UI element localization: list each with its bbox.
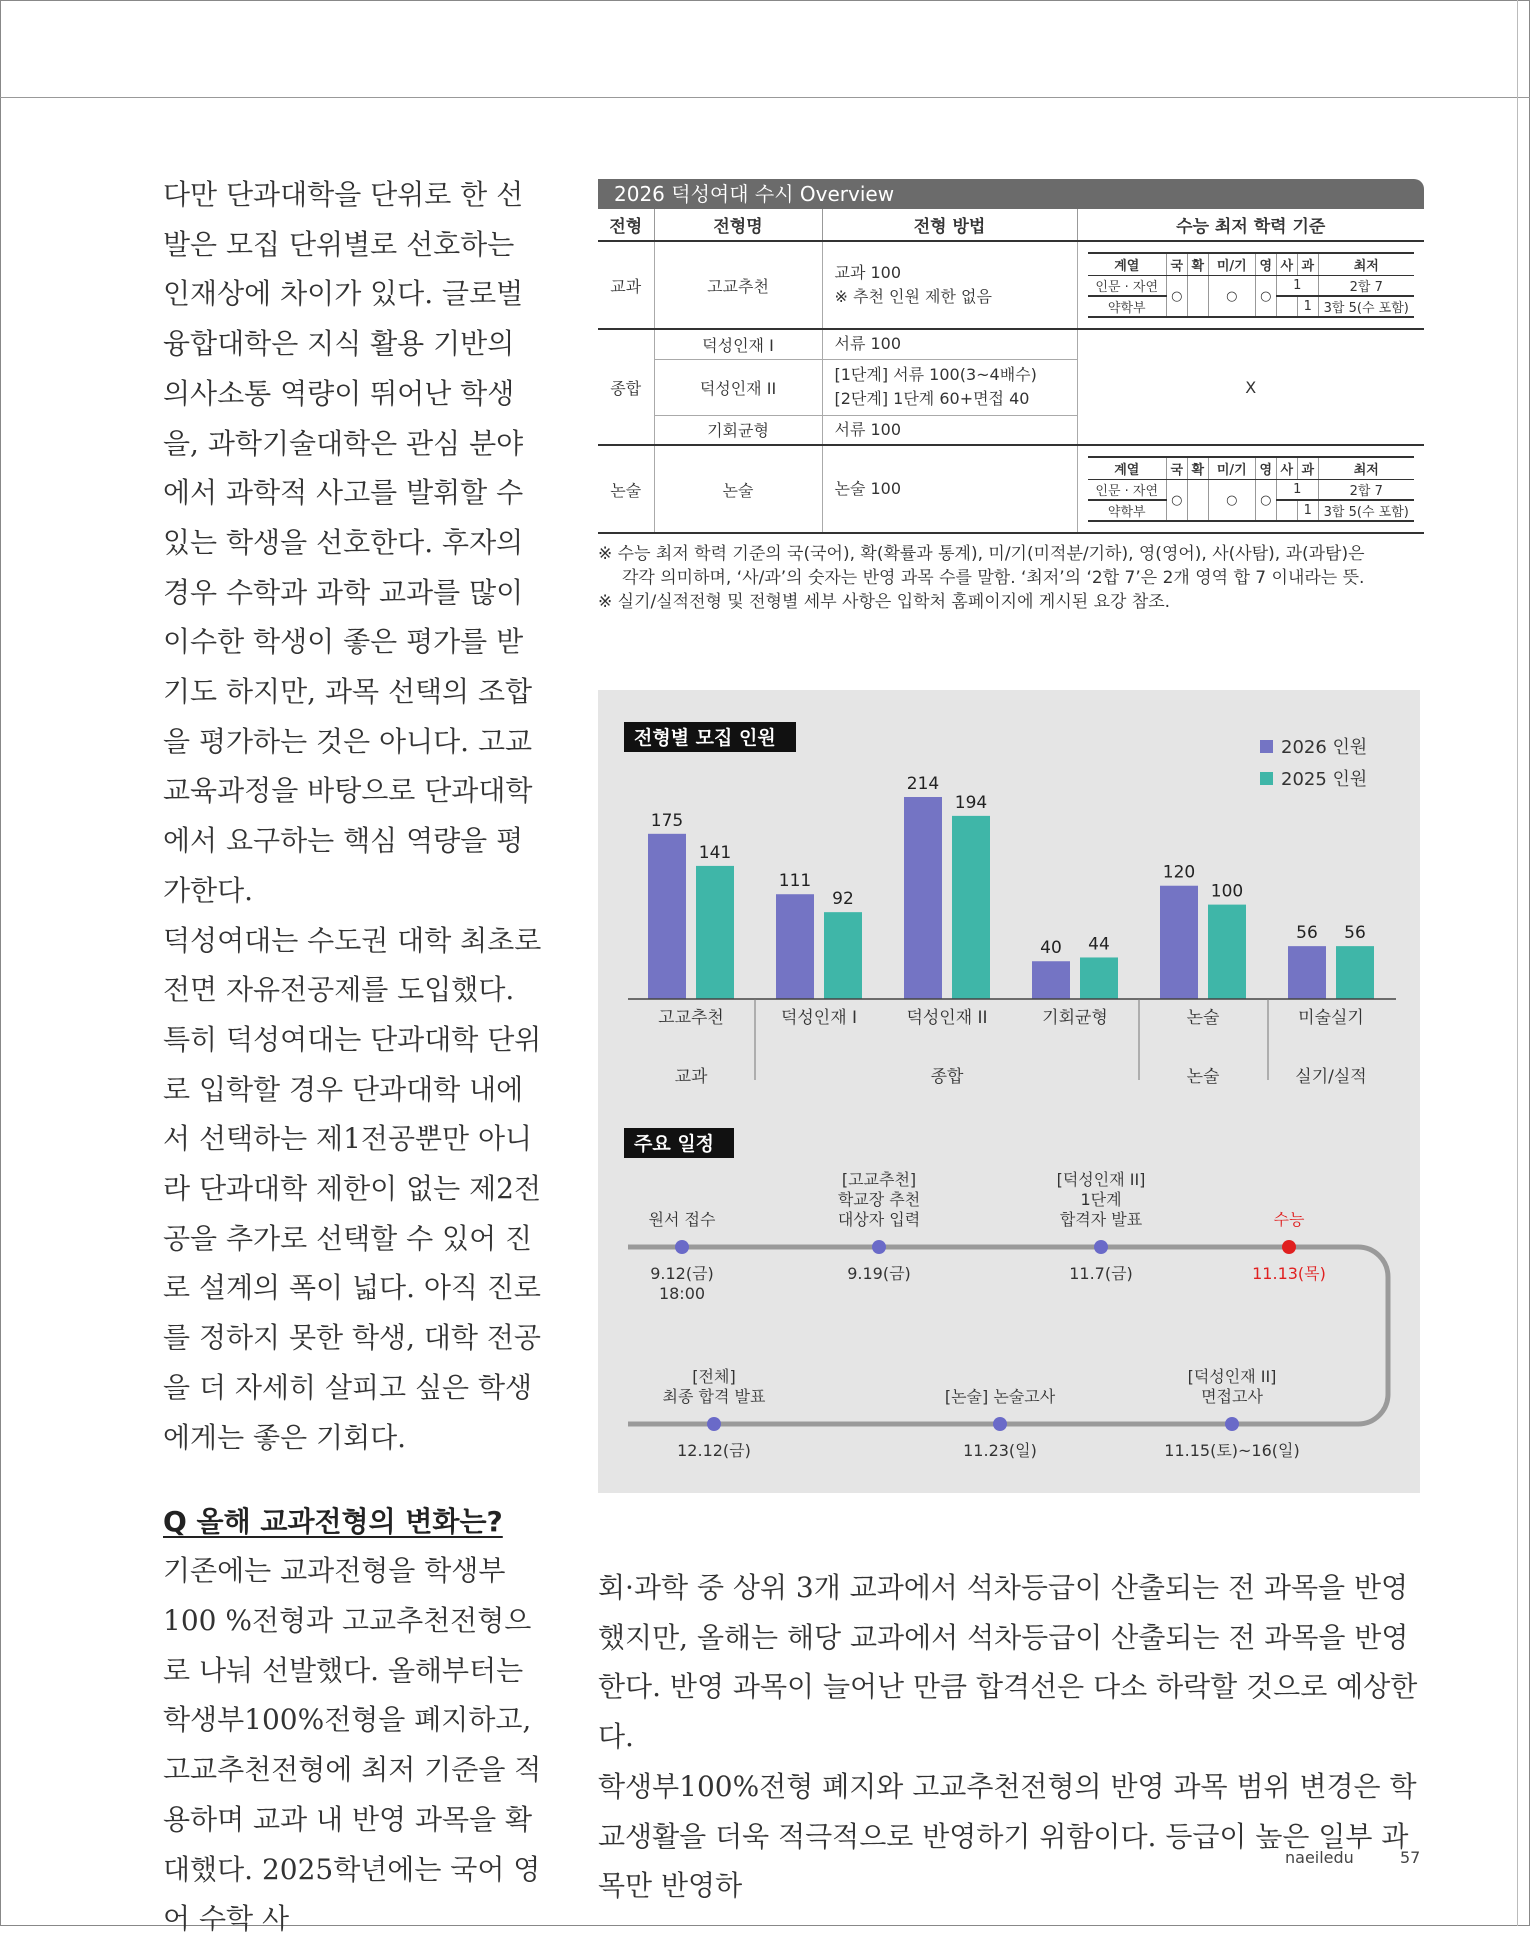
schedule-title: 주요 일정: [634, 1133, 715, 1155]
overview-table: [598, 209, 1424, 534]
legend-swatch: [1260, 772, 1273, 785]
footer-brand: naeiledu: [1285, 1848, 1354, 1867]
header-cell: 전형: [598, 209, 654, 241]
note-line: 각각 의미하며, ‘사/과’의 숫자는 반영 과목 수를 말함. ‘최저’의 ‘2합 7’은 2개 영역 합 7 이내라는 뜻.: [622, 568, 1365, 588]
header-cell: 전형명: [654, 209, 822, 241]
event-date: 11.13(목): [1252, 1264, 1326, 1283]
group-cell: 교과: [598, 241, 654, 329]
page-number: 57: [1400, 1848, 1421, 1867]
body-paragraph: 회·과학 중 상위 3개 교과에서 석차등급이 산출되는 전 과목을 반영했지만, 올해는 해당 교과에서 석차등급이 산출되는 전 과목을 반영한다. 반영 과목이 늘어난 만큼 합격선은 다소 하락할 것으로 예상한다.: [598, 1571, 1418, 1754]
method-cell: [1단계] 서류 100(3~4배수) [2단계] 1단계 60+면접 40: [822, 359, 1077, 415]
event-label: 면접고사: [1201, 1387, 1263, 1406]
group-label: 실기/실적: [1295, 1067, 1367, 1087]
body-paragraph: 다만 단과대학을 단위로 한 선발은 모집 단위별로 선호하는 인재상에 차이가 있다. 글로벌융합대학은 지식 활용 기반의 의사소통 역량이 뛰어난 학생을, 과학기술대학은 관심 분야에서 과학적 사고를 발휘할 수 있는 학생을 선호한다. 후자의 경우 수학과 과학 교과를 많이 이수한 학생이 좋은 평가를 받기도 하지만, 과목 선택의 조합을 평가하는 것은 아니다. 고교 교육과정을 바탕으로 단과대학에서 요구하는 핵심 역량을 평가한다.: [163, 178, 533, 907]
header-cell: 전형 방법: [822, 209, 1077, 241]
right-rule: [1517, 0, 1518, 1926]
left-column: [163, 170, 543, 1944]
info-svg: [598, 690, 1420, 1493]
note-line: ※ 수능 최저 학력 기준의 국(국어), 확(확률과 통계), 미/기(미적분/기하), 영(영어), 사(사탐), 과(과탐)은: [598, 544, 1365, 564]
min-standard-table: 계열 국 확 미/기 영 사 과 최저 인문 · 자연 ○ ○ ○ 1 2합 7 약학부 1 3합 5(수 포함): [1088, 456, 1414, 522]
bar-value-label: 141: [698, 842, 732, 863]
event-label: 학교장 추천: [837, 1190, 921, 1209]
body-paragraph: 학생부100%전형 폐지와 고교추천전형의 반영 과목 범위 변경은 학교생활을 더욱 적극적으로 반영하기 위함이다. 등급이 높은 일부 과목만 반영하: [598, 1769, 1417, 1903]
info-box: [598, 690, 1420, 1493]
event-label: 수능: [1273, 1210, 1305, 1229]
min-standard-table: 계열 국 확 미/기 영 사 과 최저 인문 · 자연 ○ ○ ○ 1 2합 7 약학부 1 3합 5(수 포함): [1088, 252, 1414, 318]
bar: [776, 894, 814, 999]
bar: [1288, 946, 1326, 999]
body-paragraph: 덕성여대는 수도권 대학 최초로 전면 자유전공제를 도입했다. 특히 덕성여대는 단과대학 단위로 입학할 경우 단과대학 내에서 선택하는 제1전공뿐만 아니라 단과대학 제한이 없는 제2전공을 추가로 선택할 수 있어 진로 설계의 폭이 넓다. 아직 진로를 정하지 못한 학생, 대학 전공을 더 자세히 살피고 싶은 학생에게는 좋은 기회다.: [163, 923, 542, 1454]
min-standard-cell: X: [1077, 329, 1424, 445]
bar-value-label: 111: [778, 871, 812, 892]
event-date: 11.23(일): [963, 1441, 1037, 1460]
event-label: 합격자 발표: [1059, 1210, 1143, 1229]
event-date: 12.12(금): [677, 1441, 751, 1460]
bar-value-label: 175: [650, 810, 684, 831]
bar: [1208, 905, 1246, 999]
category-label: 고교추천: [658, 1008, 724, 1028]
answer-paragraph: 기존에는 교과전형을 학생부 100 %전형과 고교추천전형으로 나눠 선발했다. 올해부터는 학생부100%전형을 폐지하고, 고교추천전형에 최저 기준을 적용하며 교과 내 반영 과목을 확대했다. 2025학년에는 국어 영어 수학 사: [163, 1554, 542, 1936]
name-cell: 논술: [654, 445, 822, 533]
overview-notes: [598, 542, 1428, 614]
bar-value-label: 120: [1162, 862, 1196, 883]
name-cell: 기회균형: [654, 415, 822, 445]
top-rule: [0, 97, 1530, 98]
timeline-dot: [707, 1417, 721, 1431]
method-cell: 논술 100: [822, 445, 1077, 533]
event-label: 1단계: [1080, 1190, 1122, 1209]
event-date: 11.7(금): [1069, 1264, 1133, 1283]
name-cell: 덕성인재 II: [654, 359, 822, 415]
timeline-dot: [1094, 1240, 1108, 1254]
legend-swatch: [1260, 740, 1273, 753]
method-cell: 교과 100 ※ 추천 인원 제한 없음: [822, 241, 1077, 329]
event-label: [고교추천]: [841, 1170, 917, 1189]
event-label: 최종 합격 발표: [662, 1387, 766, 1406]
bar: [952, 816, 990, 999]
bar-value-label: 40: [1040, 938, 1062, 959]
group-label: 종합: [930, 1067, 964, 1087]
bar: [1080, 957, 1118, 999]
event-date: 11.15(토)~16(일): [1164, 1441, 1300, 1460]
event-date: 9.19(금): [847, 1264, 911, 1283]
group-cell: 논술: [598, 445, 654, 533]
event-label: [논술] 논술고사: [944, 1387, 1056, 1406]
bar: [1336, 946, 1374, 999]
bar-value-label: 194: [954, 792, 988, 813]
category-label: 덕성인재 II: [906, 1008, 988, 1028]
legend-label: 2026 인원: [1281, 737, 1368, 758]
event-label: 대상자 입력: [837, 1210, 921, 1229]
category-label: 논술: [1186, 1008, 1220, 1028]
bar-value-label: 92: [832, 889, 854, 910]
event-label: [덕성인재 II]: [1056, 1170, 1146, 1189]
bar: [1160, 886, 1198, 999]
event-date: 9.12(금): [650, 1264, 714, 1283]
group-label: 교과: [674, 1067, 708, 1087]
overview-title: 2026 덕성여대 수시 Overview: [598, 179, 1424, 209]
timeline-dot: [675, 1240, 689, 1254]
timeline-dot: [1282, 1240, 1296, 1254]
method-cell: 서류 100: [822, 415, 1077, 445]
group-label: 논술: [1186, 1067, 1220, 1087]
timeline-dot: [993, 1417, 1007, 1431]
bar: [824, 912, 862, 999]
legend-label: 2025 인원: [1281, 769, 1368, 790]
bar: [1032, 961, 1070, 999]
group-cell: 종합: [598, 329, 654, 445]
name-cell: 덕성인재 I: [654, 329, 822, 359]
event-label: [전체]: [692, 1367, 736, 1386]
timeline-dot: [1225, 1417, 1239, 1431]
event-time: 18:00: [658, 1284, 706, 1303]
category-label: 덕성인재 I: [780, 1008, 858, 1028]
event-label: [덕성인재 II]: [1187, 1367, 1277, 1386]
bar: [696, 866, 734, 999]
category-label: 미술실기: [1298, 1008, 1364, 1028]
min-standard-cell: [1077, 445, 1424, 533]
category-label: 기회균형: [1042, 1008, 1108, 1028]
bar: [904, 797, 942, 999]
question-heading: Q 올해 교과전형의 변화는?: [163, 1505, 503, 1539]
bar-value-label: 44: [1088, 934, 1110, 955]
header-cell: 수능 최저 학력 기준: [1077, 209, 1424, 241]
bar-value-label: 56: [1344, 923, 1366, 944]
min-standard-cell: [1077, 241, 1424, 329]
bar-value-label: 56: [1296, 923, 1318, 944]
chart-title: 전형별 모집 인원: [634, 727, 776, 749]
note-line: ※ 실기/실적전형 및 전형별 세부 사항은 입학처 홈페이지에 게시된 요강 참조.: [598, 592, 1171, 612]
timeline-dot: [872, 1240, 886, 1254]
method-cell: 서류 100: [822, 329, 1077, 359]
name-cell: 고교추천: [654, 241, 822, 329]
bar-value-label: 214: [906, 774, 940, 794]
bar-value-label: 100: [1210, 881, 1244, 902]
bar: [648, 834, 686, 999]
event-label: 원서 접수: [648, 1210, 716, 1229]
